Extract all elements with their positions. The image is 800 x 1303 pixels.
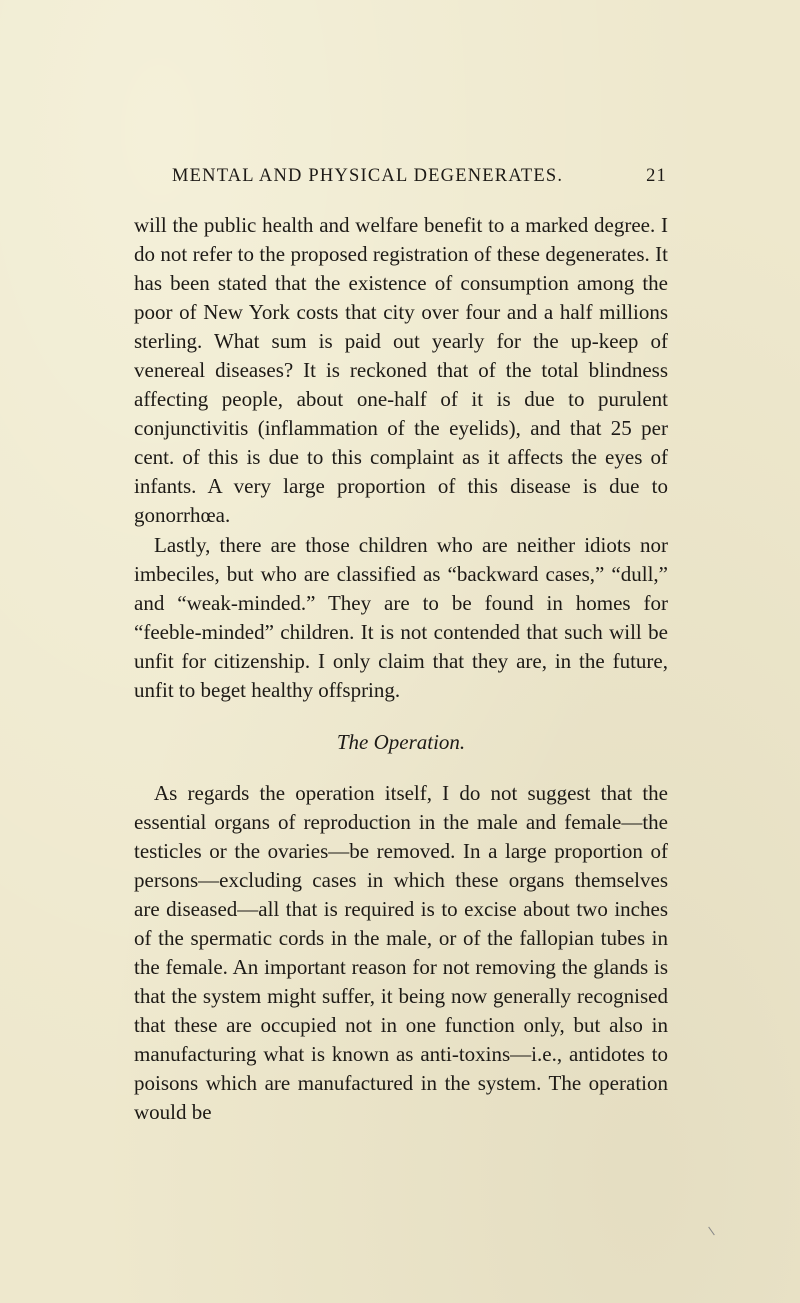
running-head-title: MENTAL AND PHYSICAL DEGENERATES. (172, 166, 564, 186)
body-text (134, 211, 668, 1127)
section-heading: The Operation. (336, 729, 466, 754)
page-mark (708, 1227, 715, 1236)
page-number: 21 (646, 166, 667, 186)
paragraph-1: will the public health and welfare benefit to a marked degree. I do not refer to the proposed registration of these degenerates. It has been stated that the existence of consumption among the poor of New York costs that city over four and a half millions sterling. What sum is paid out yearly for the up-keep of venereal diseases? It is reckoned that of the total blindness affecting people, about one-half of it is due to purulent conjunctivitis (inflammation of the eyelids), and that 25 per cent. of this is due to this complaint as it affects the eyes of infants. A very large proportion of this disease is due to gonorrhœa. (134, 213, 668, 528)
paragraph-3: As regards the operation itself, I do not suggest that the essential organs of reproduction in the male and female—the testicles or the ovaries—be removed. In a large proportion of persons—excluding cases in which these organs themselves are diseased—all that is required is to excise about two inches of the spermatic cords in the male, or of the fallopian tubes in the female. An important reason for not removing the glands is that the system might suffer, it being now generally recognised that these are occupied not in one function only, but also in manufacturing what is known as anti-toxins—i.e., antidotes to poisons which are manufactured in the system. The operation would be (134, 780, 668, 1125)
running-head (172, 166, 667, 194)
paragraph-2: Lastly, there are those children who are neither idiots nor imbeciles, but who are classified as “backward cases,” “dull,” and “weak-minded.” They are to be found in homes for “feeble-minded” children. It is not contended that such will be unfit for citizenship. I only claim that they are, in the future, unfit to beget healthy offspring. (134, 532, 668, 702)
